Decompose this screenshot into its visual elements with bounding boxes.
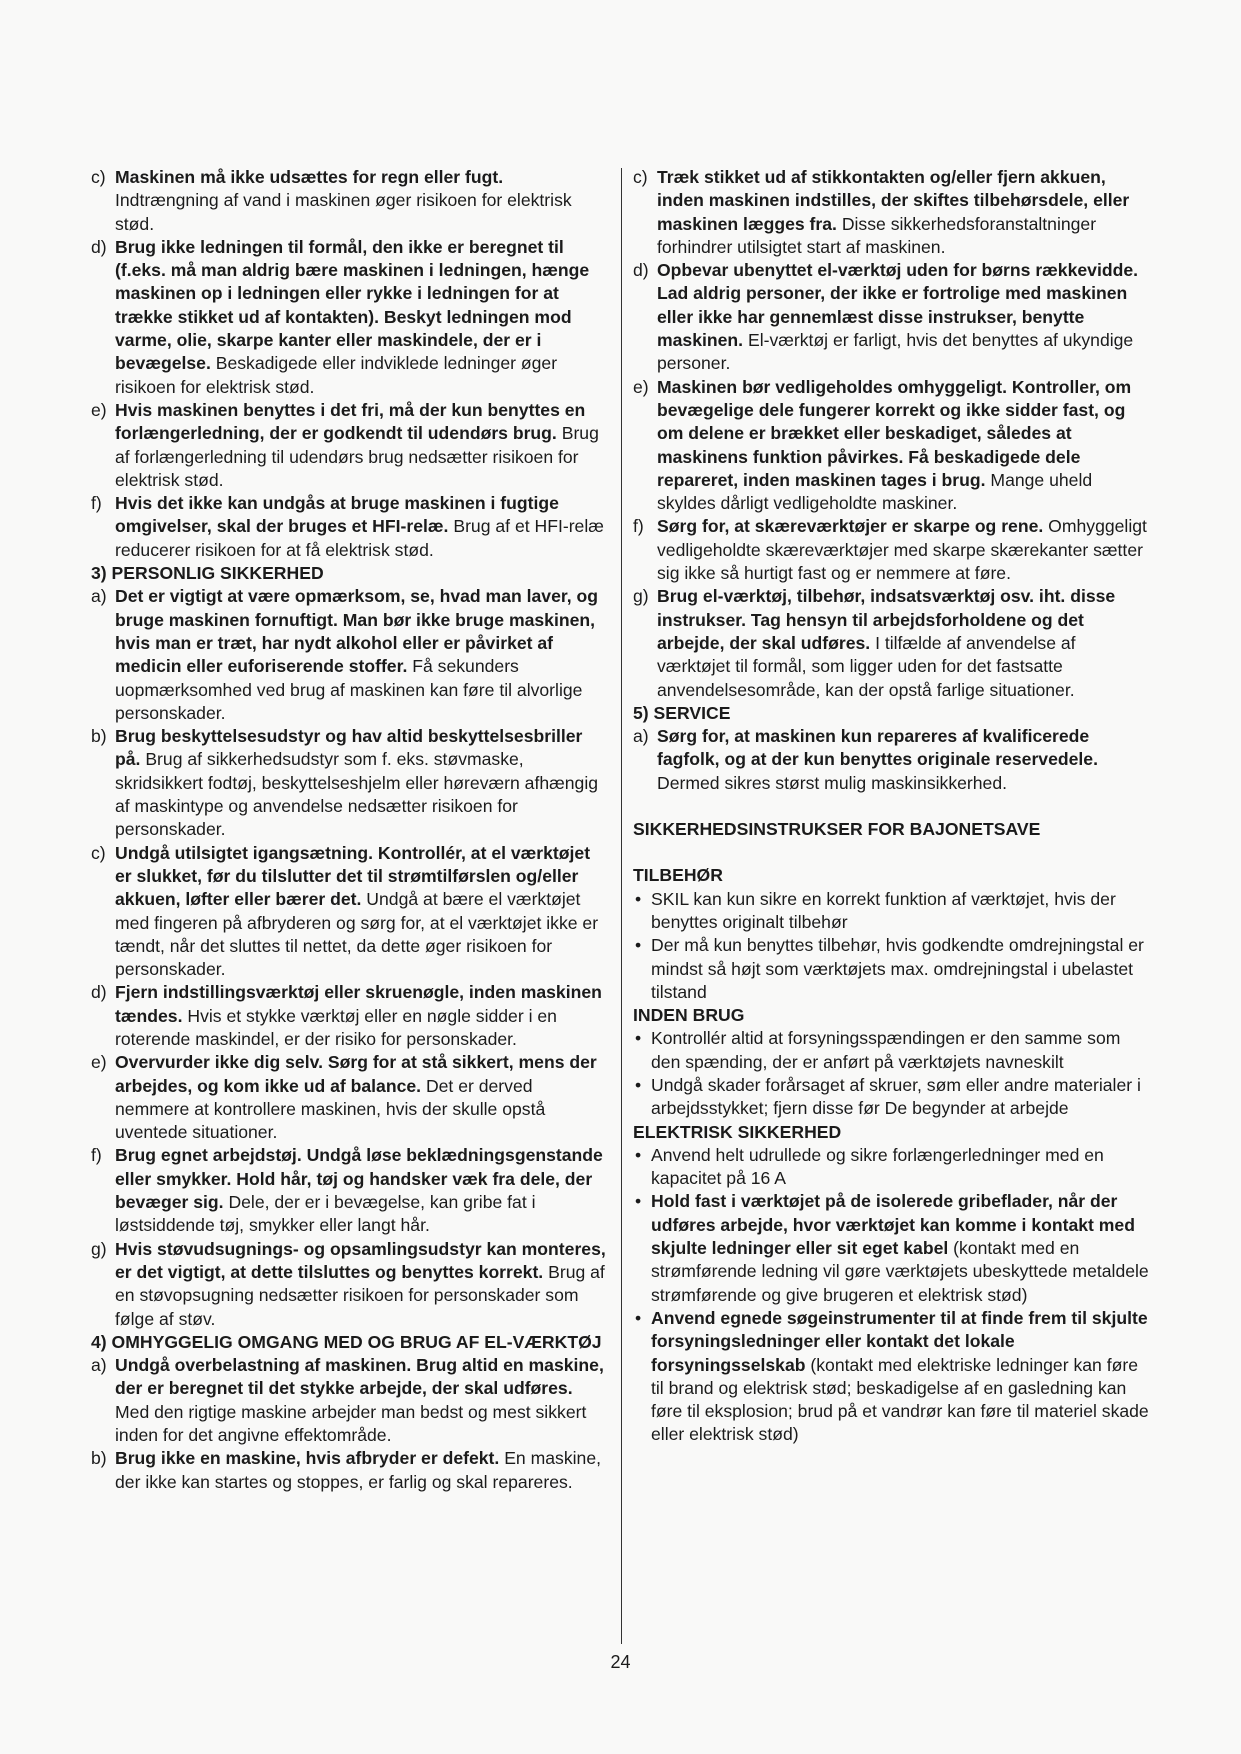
- page-number: 24: [610, 1652, 631, 1672]
- item-text: Brug af en støvopsugning nedsætter risikoen for personskader som følge af støv.: [115, 1261, 605, 1329]
- list-item: [91, 1447, 609, 1494]
- item-bold-text: Opbevar ubenyttet el-værktøj uden for børns rækkevidde. Lad aldrig personer, der ikke er fortrolige med maskinen eller ikke har gennemlæst disse instrukser, benytte maskinen.: [657, 260, 1139, 351]
- item-marker: c): [91, 842, 106, 863]
- list-item: [633, 259, 1153, 375]
- bullet-item: [633, 1027, 1153, 1074]
- item-text: Kontrollér altid at forsyningsspændingen er den samme som den spænding, der er anført på værktøjets navneskilt: [651, 1028, 1121, 1072]
- list-item: [633, 585, 1153, 701]
- bullet-item: [633, 1307, 1153, 1447]
- item-text: Brug af forlængerledning til udendørs brug nedsætter risikoen for elektrisk stød.: [115, 423, 599, 490]
- list-item: [91, 585, 609, 725]
- item-text: Dele, der er i bevægelse, kan gribe fat i løstsiddende tøj, smykker eller langt hår.: [115, 1192, 536, 1236]
- list-item: [633, 166, 1153, 259]
- bullet-item: [633, 934, 1153, 1004]
- list-item: [91, 1354, 609, 1447]
- item-text: Det er derved nemmere at kontrollere maskinen, hvis der skulle opstå uventede situationer.: [115, 1075, 546, 1143]
- bullet-marker: •: [635, 1074, 642, 1095]
- list-item: [91, 1144, 609, 1237]
- item-text: Brug af sikkerhedsudstyr som f. eks. støvmaske, skridsikkert fodtøj, beskyttelseshjelm eller høreværn afhængig af maskintype og anvendelse nedsætter risikoen for personskader.: [115, 749, 599, 840]
- list-item: [91, 1238, 609, 1331]
- item-text: Beskadigede eller indviklede ledninger øger risikoen for elektrisk stød.: [115, 353, 558, 397]
- list-item: [91, 399, 609, 492]
- item-bold-text: Træk stikket ud af stikkontakten og/eller fjern akkuen, inden maskinen indstilles, der skiftes tilbehørsdele, eller maskinen lægges fra.: [657, 167, 1130, 234]
- item-marker: a): [633, 726, 649, 747]
- list-item: [91, 236, 609, 399]
- item-text: SKIL kan kun sikre en korrekt funktion af værktøjet, hvis der benyttes originalt tilbehør: [651, 888, 1116, 932]
- item-bold-text: Brug el-værktøj, tilbehør, indsatsværktøj osv. iht. disse instrukser. Tag hensyn til arbejdsforholdene og det arbejde, der skal udføres.: [657, 586, 1116, 653]
- item-bold-text: Undgå utilsigtet igangsætning. Kontrollér, at el værktøjet er slukket, før du tilslutter det til strømtilførslen og/eller akkuen, løfter eller bærer det.: [115, 842, 591, 910]
- item-marker: e): [633, 376, 649, 397]
- left-column: [91, 166, 609, 1494]
- item-marker: f): [633, 516, 644, 537]
- item-marker: b): [91, 726, 107, 747]
- item-marker: g): [633, 586, 649, 607]
- bullet-item: [633, 1144, 1153, 1191]
- item-text: Undgå skader forårsaget af skruer, søm eller andre materialer i arbejdsstykket; fjern disse før De begynder at arbejde: [651, 1074, 1141, 1119]
- section-heading: INDEN BRUG: [633, 1005, 745, 1026]
- spacer: [633, 795, 1153, 818]
- item-bold-text: Maskinen bør vedligeholdes omhyggeligt. Kontroller, om bevægelige dele fungerer korrekt og ikke sidder fast, og om delene er brækket eller beskadiget, således at maskinens funktion påvirkes. Få beskadigede dele repareret, inden maskinen tages i brug.: [657, 376, 1132, 490]
- item-bold-text: Anvend egnede søgeinstrumenter til at finde frem til skjulte forsyningsledninger eller kontakt det lokale forsyningsselskab: [651, 1307, 1148, 1375]
- bullet-marker: •: [635, 935, 642, 956]
- bullet-marker: •: [635, 1028, 642, 1049]
- right-column: [633, 166, 1153, 1447]
- item-marker: f): [91, 1145, 102, 1166]
- item-text: Få sekunders uopmærksomhed ved brug af maskinen kan føre til alvorlige personskader.: [115, 656, 583, 723]
- item-text: Undgå at bære el værktøjet med fingeren på afbryderen og sørg for, at el værktøjet ikke er tændt, når det sluttes til nettet, da dette øger risikoen for personskader.: [115, 889, 599, 980]
- item-text: (kontakt med en strømførende ledning vil gøre værktøjets ubeskyttede metaldele strømførende og give brugeren et elektrisk stød): [651, 1238, 1149, 1305]
- item-bold-text: Undgå overbelastning af maskinen. Brug altid en maskine, der er beregnet til det stykke arbejde, der skal udføres.: [115, 1355, 604, 1399]
- item-bold-text: Sørg for, at maskinen kun repareres af kvalificerede fagfolk, og at der kun benyttes originale reservedele.: [657, 726, 1098, 770]
- section-heading: 3) PERSONLIG SIKKERHED: [91, 563, 324, 584]
- section-heading: TILBEHØR: [633, 865, 723, 886]
- item-bold-text: Brug beskyttelsesudstyr og hav altid beskyttelsesbriller på.: [115, 726, 583, 770]
- item-text: Disse sikkerhedsforanstaltninger forhindrer utilsigtet start af maskinen.: [657, 213, 1097, 257]
- list-item: [633, 515, 1153, 585]
- item-marker: c): [633, 167, 648, 187]
- item-marker: a): [91, 586, 107, 607]
- list-item: [633, 376, 1153, 516]
- section-heading: SIKKERHEDSINSTRUKSER FOR BAJONETSAVE: [633, 819, 1041, 840]
- item-text: Brug af et HFI-relæ reducerer risikoen for at få elektrisk stød.: [115, 516, 604, 560]
- item-bold-text: Overvurder ikke dig selv. Sørg for at stå sikkert, mens der arbejdes, og kom ikke ud af balance.: [115, 1052, 597, 1096]
- section-heading: 4) OMHYGGELIG OMGANG MED OG BRUG AF EL-VÆRKTØJ: [91, 1331, 602, 1352]
- item-text: Mange uheld skyldes dårligt vedligeholdte maskiner.: [657, 469, 1093, 514]
- list-item: [91, 981, 609, 1051]
- bullet-item: [633, 1074, 1153, 1121]
- bullet-marker: •: [635, 1191, 642, 1212]
- item-text: Med den rigtige maskine arbejder man bedst og mest sikkert inden for det angivne effektområde.: [115, 1401, 587, 1446]
- item-bold-text: Det er vigtigt at være opmærksom, se, hvad man laver, og bruge maskinen fornuftigt. Man bør ikke bruge maskinen, hvis man er træt, har nydt alkohol eller er påvirket af medicin eller euforiserende stoffer.: [115, 586, 599, 677]
- item-bold-text: Hvis maskinen benyttes i det fri, må der kun benyttes en forlængerledning, der er godkendt til udendørs brug.: [115, 399, 586, 444]
- list-item: [91, 725, 609, 841]
- bullet-marker: •: [635, 1307, 642, 1328]
- section-heading: 5) SERVICE: [633, 702, 731, 723]
- item-bold-text: Brug ikke ledningen til formål, den ikke er beregnet til (f.eks. må man aldrig bære maskinen i ledningen, hænge maskinen op i ledningen eller rykke i ledningen for at trække stikket ud af kontakten). Beskyt ledningen mod varme, olie, skarpe kanter eller maskindele, der er i bevægelse.: [115, 236, 590, 374]
- item-marker: d): [91, 236, 107, 257]
- item-marker: d): [633, 260, 649, 281]
- item-bold-text: Brug egnet arbejdstøj. Undgå løse beklædningsgenstande eller smykker. Hold hår, tøj og handsker væk fra dele, der bevæger sig.: [115, 1145, 603, 1213]
- item-text: Anvend helt udrullede og sikre forlængerledninger med en kapacitet på 16 A: [651, 1144, 1104, 1189]
- item-marker: g): [91, 1238, 107, 1259]
- item-marker: d): [91, 982, 107, 1003]
- bullet-item: [633, 888, 1153, 935]
- item-text: Indtrængning af vand i maskinen øger risikoen for elektrisk stød.: [115, 190, 572, 234]
- item-text: Der må kun benyttes tilbehør, hvis godkendte omdrejningstal er mindst så højt som værktøjets max. omdrejningstal i ubelastet tilstand: [651, 935, 1144, 1002]
- bullet-item: [633, 1190, 1153, 1306]
- item-text: Omhyggeligt vedligeholdte skæreværktøjer med skarpe skærekanter sætter sig ikke så hurtigt fast og er nemmere at føre.: [657, 516, 1147, 584]
- item-marker: e): [91, 1052, 107, 1073]
- section-heading: ELEKTRISK SIKKERHED: [633, 1121, 842, 1142]
- item-bold-text: Fjern indstillingsværktøj eller skruenøgle, inden maskinen tændes.: [115, 982, 602, 1026]
- item-marker: e): [91, 399, 107, 420]
- item-text: Hvis et stykke værktøj eller en nøgle sidder i en roterende maskindel, er der risiko for personskader.: [115, 1005, 557, 1049]
- item-bold-text: Brug ikke en maskine, hvis afbryder er defekt.: [115, 1448, 500, 1469]
- list-item: [91, 492, 609, 562]
- spacer: [633, 841, 1153, 864]
- list-item: [91, 166, 609, 236]
- item-marker: b): [91, 1448, 107, 1469]
- item-bold-text: Maskinen må ikke udsættes for regn eller fugt.: [115, 167, 504, 187]
- item-marker: c): [91, 167, 106, 187]
- bullet-marker: •: [635, 1144, 642, 1165]
- item-text: Dermed sikres størst mulig maskinsikkerhed.: [657, 772, 1008, 793]
- item-bold-text: Sørg for, at skæreværktøjer er skarpe og rene.: [657, 516, 1044, 537]
- item-bold-text: Hvis støvudsugnings- og opsamlingsudstyr kan monteres, er det vigtigt, at dette tilsluttes og benyttes korrekt.: [115, 1238, 606, 1282]
- item-marker: f): [91, 493, 102, 514]
- list-item: [91, 842, 609, 982]
- column-divider: [621, 168, 622, 1644]
- bullet-marker: •: [635, 888, 642, 909]
- item-text: En maskine, der ikke kan startes og stoppes, er farlig og skal repareres.: [115, 1448, 601, 1492]
- list-item: [91, 1051, 609, 1144]
- item-bold-text: Hold fast i værktøjet på de isolerede gribeflader, når der udføres arbejde, hvor værktøjet kan komme i kontakt med skjulte ledninger eller sit eget kabel: [651, 1191, 1135, 1259]
- item-marker: a): [91, 1355, 107, 1376]
- item-text: I tilfælde af anvendelse af værktøjet til formål, som ligger uden for det fastsatte anvendelsesområde, kan der opstå farlige situationer.: [657, 632, 1076, 700]
- item-bold-text: Hvis det ikke kan undgås at bruge maskinen i fugtige omgivelser, skal der bruges et HFI-relæ.: [115, 493, 559, 537]
- list-item: [633, 725, 1153, 795]
- item-text: (kontakt med elektriske ledninger kan føre til brand og elektrisk stød; beskadigelse af en gasledning kan føre til eksplosion; brud på et vandrør kan føre til materiel skade eller elektrisk stød): [651, 1354, 1149, 1445]
- item-text: El-værktøj er farligt, hvis det benyttes af ukyndige personer.: [657, 330, 1134, 374]
